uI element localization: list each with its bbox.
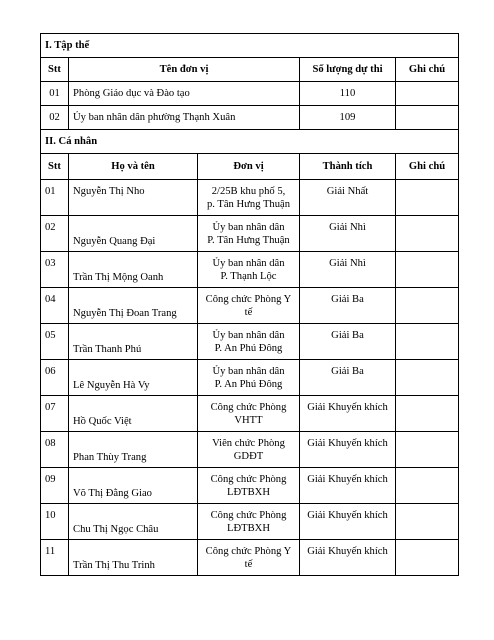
award-cell: Giải Khuyến khích — [300, 468, 396, 504]
table-row — [41, 288, 459, 324]
note-cell — [396, 360, 459, 396]
unit-cell — [198, 432, 300, 468]
section-row — [41, 34, 459, 58]
count-cell: 109 — [300, 106, 396, 130]
name-cell: Chu Thị Ngọc Châu — [69, 504, 198, 540]
note-cell — [396, 82, 459, 106]
stt-cell: 05 — [41, 324, 69, 360]
stt-cell: 02 — [41, 216, 69, 252]
table-row — [41, 396, 459, 432]
section-title: II. Cá nhân — [41, 130, 459, 154]
unit-cell — [198, 540, 300, 576]
name-cell: Nguyễn Quang Đại — [69, 216, 198, 252]
table-row — [41, 468, 459, 504]
table-row — [41, 106, 459, 130]
unit-cell — [198, 396, 300, 432]
award-cell: Giải Nhì — [300, 252, 396, 288]
header-note: Ghi chú — [396, 58, 459, 82]
table-row — [41, 360, 459, 396]
unit-line-2: P. An Phú Đông — [214, 379, 283, 390]
unit-line-1: Ủy ban nhân dân — [212, 366, 285, 377]
table-row — [41, 324, 459, 360]
table-row — [41, 252, 459, 288]
section-title: I. Tập thể — [41, 34, 459, 58]
unit-line-1: Công chức Phòng — [210, 474, 287, 485]
name-cell: Phan Thùy Trang — [69, 432, 198, 468]
unit-line-2: P. Thạnh Lộc — [220, 271, 277, 282]
note-cell — [396, 324, 459, 360]
header-note: Ghi chú — [396, 154, 459, 180]
unit-cell: Phòng Giáo dục và Đào tạo — [69, 82, 300, 106]
award-cell: Giải Khuyến khích — [300, 540, 396, 576]
name-cell: Nguyễn Thị Đoan Trang — [69, 288, 198, 324]
unit-line-2: VHTT — [234, 415, 263, 426]
note-cell — [396, 216, 459, 252]
award-cell: Giải Khuyến khích — [300, 504, 396, 540]
note-cell — [396, 252, 459, 288]
table-row — [41, 504, 459, 540]
stt-cell: 07 — [41, 396, 69, 432]
name-cell: Võ Thị Đằng Giao — [69, 468, 198, 504]
table-row — [41, 82, 459, 106]
header-unit-name: Tên đơn vị — [69, 58, 300, 82]
stt-cell: 03 — [41, 252, 69, 288]
stt-cell: 01 — [41, 180, 69, 216]
name-cell: Trần Thị Thu Trinh — [69, 540, 198, 576]
award-cell: Giải Nhất — [300, 180, 396, 216]
note-cell — [396, 288, 459, 324]
unit-cell — [198, 468, 300, 504]
unit-line-1: Công chức Phòng Y — [205, 546, 292, 557]
header-unit: Đơn vị — [198, 154, 300, 180]
header-row — [41, 58, 459, 82]
note-cell — [396, 468, 459, 504]
count-cell: 110 — [300, 82, 396, 106]
unit-cell — [198, 360, 300, 396]
award-cell: Giải Ba — [300, 360, 396, 396]
table-row — [41, 432, 459, 468]
unit-cell: Ủy ban nhân dân phường Thạnh Xuân — [69, 106, 300, 130]
unit-cell — [198, 504, 300, 540]
stt-cell: 01 — [41, 82, 69, 106]
table-row — [41, 216, 459, 252]
unit-line-2: p. Tân Hưng Thuận — [206, 199, 291, 210]
unit-line-2: P. An Phú Đông — [214, 343, 283, 354]
unit-line-2: GDĐT — [233, 451, 264, 462]
header-name: Họ và tên — [69, 154, 198, 180]
award-cell: Giải Ba — [300, 324, 396, 360]
unit-line-2: LĐTBXH — [227, 487, 270, 498]
header-stt: Stt — [41, 58, 69, 82]
section-row — [41, 130, 459, 154]
note-cell — [396, 504, 459, 540]
unit-cell — [198, 216, 300, 252]
name-cell: Nguyễn Thị Nho — [69, 180, 198, 216]
unit-line-1: 2/25B khu phố 5, — [211, 186, 286, 197]
unit-line-2: tế — [244, 559, 253, 570]
note-cell — [396, 180, 459, 216]
name-cell: Lê Nguyễn Hà Vy — [69, 360, 198, 396]
unit-line-2: LĐTBXH — [227, 523, 270, 534]
header-row — [41, 154, 459, 180]
stt-cell: 09 — [41, 468, 69, 504]
award-cell: Giải Ba — [300, 288, 396, 324]
unit-line-1: Ủy ban nhân dân — [212, 330, 285, 341]
stt-cell: 11 — [41, 540, 69, 576]
header-stt: Stt — [41, 154, 69, 180]
table-row — [41, 180, 459, 216]
unit-line-1: Công chức Phòng — [210, 510, 287, 521]
name-cell: Hồ Quốc Việt — [69, 396, 198, 432]
note-cell — [396, 106, 459, 130]
award-cell: Giải Khuyến khích — [300, 396, 396, 432]
name-cell: Trần Thanh Phú — [69, 324, 198, 360]
award-cell: Giải Khuyến khích — [300, 432, 396, 468]
header-count: Số lượng dự thi — [300, 58, 396, 82]
note-cell — [396, 396, 459, 432]
name-cell: Trần Thị Mộng Oanh — [69, 252, 198, 288]
stt-cell: 08 — [41, 432, 69, 468]
header-award: Thành tích — [300, 154, 396, 180]
note-cell — [396, 540, 459, 576]
note-cell — [396, 432, 459, 468]
unit-line-1: Công chức Phòng Y — [205, 294, 292, 305]
unit-line-1: Ủy ban nhân dân — [212, 222, 285, 233]
unit-cell — [198, 180, 300, 216]
stt-cell: 02 — [41, 106, 69, 130]
unit-cell — [198, 252, 300, 288]
stt-cell: 10 — [41, 504, 69, 540]
unit-line-1: Viên chức Phòng — [212, 438, 285, 449]
unit-line-1: Công chức Phòng — [210, 402, 287, 413]
award-cell: Giải Nhì — [300, 216, 396, 252]
unit-line-2: P. Tân Hưng Thuận — [207, 235, 290, 246]
stt-cell: 06 — [41, 360, 69, 396]
awards-table — [40, 33, 459, 576]
unit-cell — [198, 324, 300, 360]
table-row — [41, 540, 459, 576]
unit-cell — [198, 288, 300, 324]
stt-cell: 04 — [41, 288, 69, 324]
unit-line-2: tế — [244, 307, 253, 318]
unit-line-1: Ủy ban nhân dân — [212, 258, 285, 269]
